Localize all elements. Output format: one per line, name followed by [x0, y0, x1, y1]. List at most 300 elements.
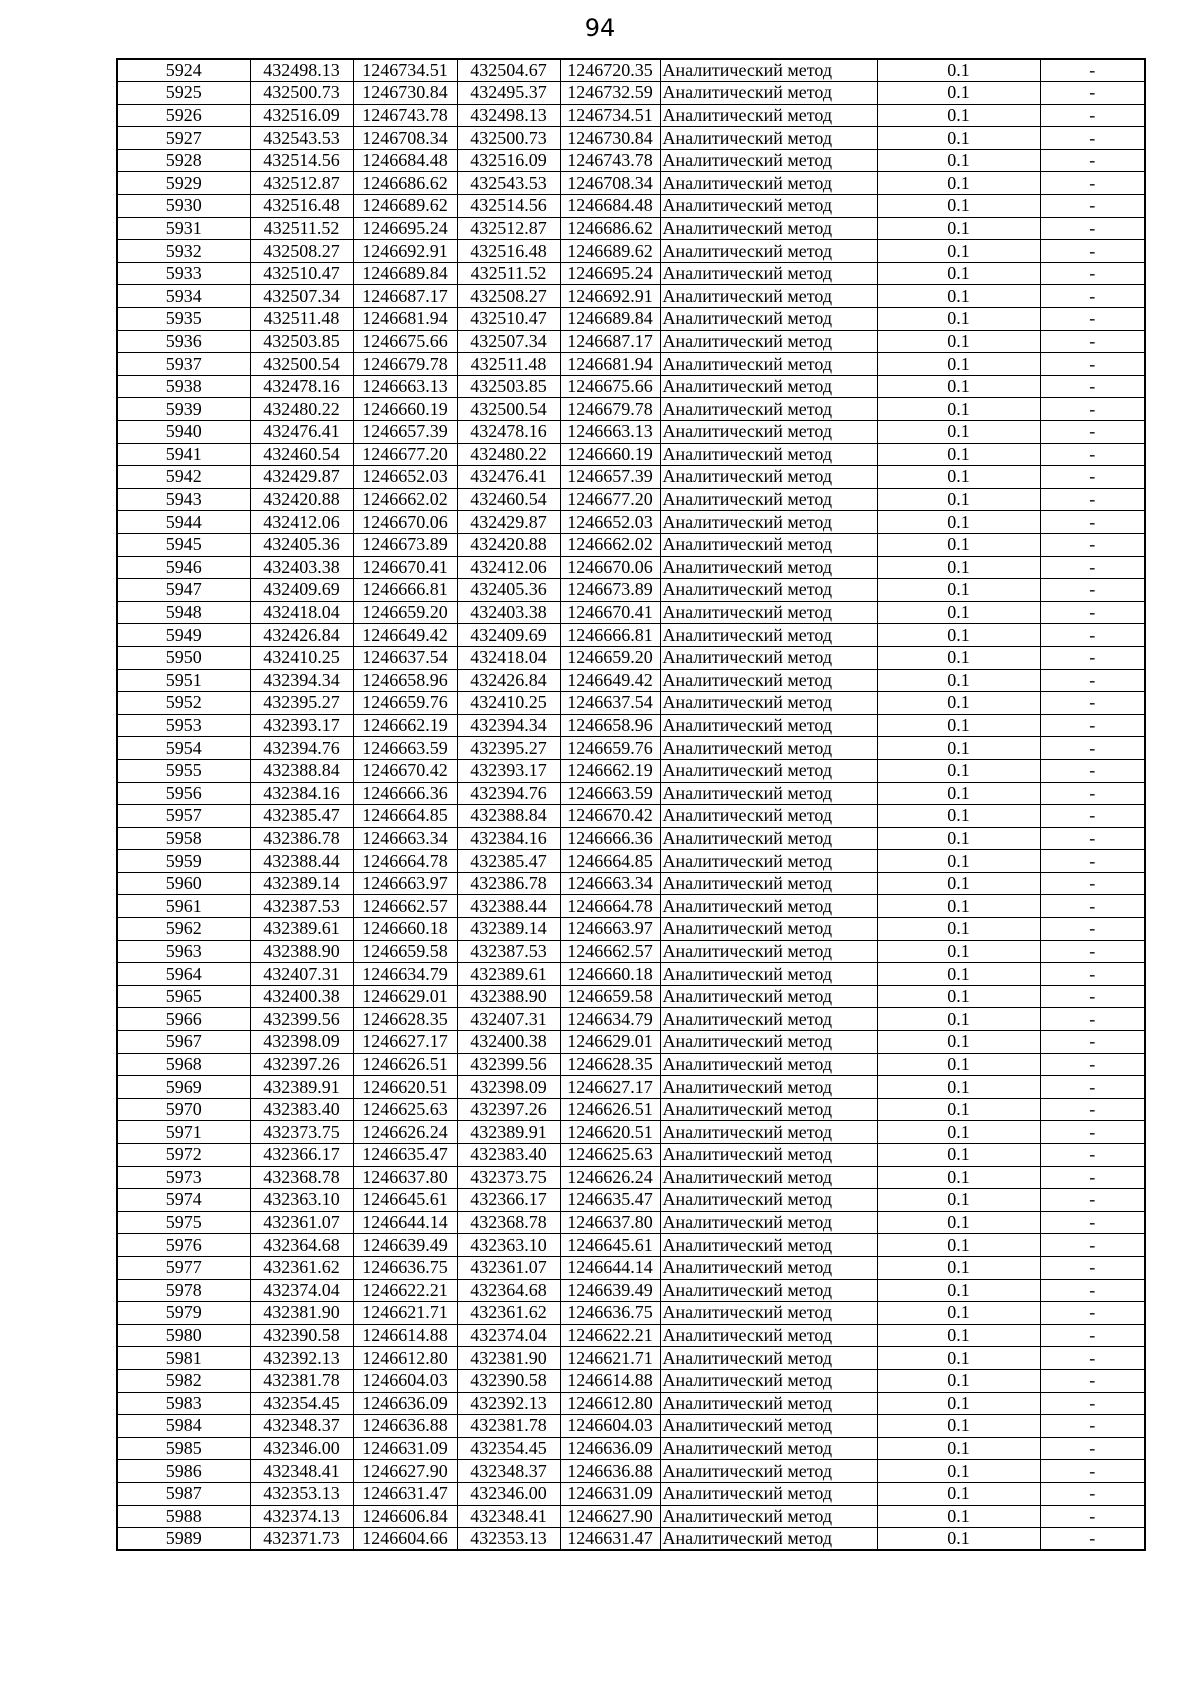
x2-cell: 432511.48 [457, 353, 560, 376]
y2-cell: 1246637.80 [560, 1211, 660, 1234]
y1-cell: 1246625.63 [353, 1098, 457, 1121]
accuracy-cell: 0.1 [877, 1324, 1040, 1347]
method-cell: Аналитический метод [660, 466, 877, 489]
accuracy-cell: 0.1 [877, 1392, 1040, 1415]
table-row [117, 624, 1145, 647]
y2-cell: 1246687.17 [560, 330, 660, 353]
note-cell: - [1040, 533, 1145, 556]
x1-cell: 432374.04 [250, 1279, 353, 1302]
table-row [117, 759, 1145, 782]
y2-cell: 1246695.24 [560, 262, 660, 285]
x1-cell: 432348.37 [250, 1415, 353, 1438]
method-cell: Аналитический метод [660, 805, 877, 828]
point-number-cell: 5982 [117, 1369, 250, 1392]
point-number-cell: 5924 [117, 59, 250, 82]
table-row [117, 1166, 1145, 1189]
x1-cell: 432478.16 [250, 375, 353, 398]
point-number-cell: 5983 [117, 1392, 250, 1415]
accuracy-cell: 0.1 [877, 1256, 1040, 1279]
y1-cell: 1246622.21 [353, 1279, 457, 1302]
table-row [117, 1076, 1145, 1099]
table-row [117, 782, 1145, 805]
point-number-cell: 5925 [117, 82, 250, 105]
point-number-cell: 5973 [117, 1166, 250, 1189]
y2-cell: 1246663.34 [560, 872, 660, 895]
note-cell: - [1040, 443, 1145, 466]
y1-cell: 1246657.39 [353, 421, 457, 444]
table-row [117, 669, 1145, 692]
method-cell: Аналитический метод [660, 1166, 877, 1189]
y1-cell: 1246612.80 [353, 1347, 457, 1370]
y1-cell: 1246730.84 [353, 82, 457, 105]
x1-cell: 432418.04 [250, 601, 353, 624]
accuracy-cell: 0.1 [877, 1505, 1040, 1528]
x1-cell: 432399.56 [250, 1008, 353, 1031]
accuracy-cell: 0.1 [877, 1482, 1040, 1505]
table-row [117, 1369, 1145, 1392]
point-number-cell: 5978 [117, 1279, 250, 1302]
method-cell: Аналитический метод [660, 104, 877, 127]
table-row [117, 1279, 1145, 1302]
point-number-cell: 5942 [117, 466, 250, 489]
x2-cell: 432409.69 [457, 624, 560, 647]
x1-cell: 432371.73 [250, 1528, 353, 1551]
y1-cell: 1246659.76 [353, 692, 457, 715]
y2-cell: 1246664.85 [560, 850, 660, 873]
x1-cell: 432500.54 [250, 353, 353, 376]
table-row [117, 82, 1145, 105]
method-cell: Аналитический метод [660, 511, 877, 534]
method-cell: Аналитический метод [660, 443, 877, 466]
accuracy-cell: 0.1 [877, 172, 1040, 195]
accuracy-cell: 0.1 [877, 195, 1040, 218]
x2-cell: 432394.76 [457, 782, 560, 805]
x1-cell: 432348.41 [250, 1460, 353, 1483]
table-body [117, 59, 1145, 1550]
accuracy-cell: 0.1 [877, 669, 1040, 692]
table-row [117, 1031, 1145, 1054]
point-number-cell: 5935 [117, 308, 250, 331]
y1-cell: 1246689.84 [353, 262, 457, 285]
y1-cell: 1246614.88 [353, 1324, 457, 1347]
y1-cell: 1246689.62 [353, 195, 457, 218]
method-cell: Аналитический метод [660, 985, 877, 1008]
x1-cell: 432511.48 [250, 308, 353, 331]
x2-cell: 432426.84 [457, 669, 560, 692]
table-row [117, 850, 1145, 873]
note-cell: - [1040, 669, 1145, 692]
method-cell: Аналитический метод [660, 375, 877, 398]
point-number-cell: 5976 [117, 1234, 250, 1257]
x2-cell: 432514.56 [457, 195, 560, 218]
x1-cell: 432364.68 [250, 1234, 353, 1257]
table-row [117, 556, 1145, 579]
table-row [117, 1234, 1145, 1257]
note-cell: - [1040, 805, 1145, 828]
table-row [117, 940, 1145, 963]
point-number-cell: 5961 [117, 895, 250, 918]
x1-cell: 432363.10 [250, 1189, 353, 1212]
y2-cell: 1246663.13 [560, 421, 660, 444]
table-row [117, 127, 1145, 150]
note-cell: - [1040, 1098, 1145, 1121]
y2-cell: 1246662.57 [560, 940, 660, 963]
x2-cell: 432388.90 [457, 985, 560, 1008]
accuracy-cell: 0.1 [877, 963, 1040, 986]
method-cell: Аналитический метод [660, 240, 877, 263]
accuracy-cell: 0.1 [877, 262, 1040, 285]
x2-cell: 432398.09 [457, 1076, 560, 1099]
x1-cell: 432388.90 [250, 940, 353, 963]
point-number-cell: 5938 [117, 375, 250, 398]
method-cell: Аналитический метод [660, 1098, 877, 1121]
table-row [117, 533, 1145, 556]
y1-cell: 1246660.19 [353, 398, 457, 421]
x2-cell: 432361.07 [457, 1256, 560, 1279]
method-cell: Аналитический метод [660, 1144, 877, 1167]
note-cell: - [1040, 579, 1145, 602]
method-cell: Аналитический метод [660, 963, 877, 986]
y2-cell: 1246675.66 [560, 375, 660, 398]
method-cell: Аналитический метод [660, 1369, 877, 1392]
table-row [117, 240, 1145, 263]
y1-cell: 1246659.58 [353, 940, 457, 963]
x1-cell: 432366.17 [250, 1144, 353, 1167]
y1-cell: 1246673.89 [353, 533, 457, 556]
accuracy-cell: 0.1 [877, 240, 1040, 263]
table-row [117, 1053, 1145, 1076]
point-number-cell: 5949 [117, 624, 250, 647]
y1-cell: 1246639.49 [353, 1234, 457, 1257]
note-cell: - [1040, 149, 1145, 172]
x1-cell: 432368.78 [250, 1166, 353, 1189]
method-cell: Аналитический метод [660, 1505, 877, 1528]
y1-cell: 1246604.03 [353, 1369, 457, 1392]
x2-cell: 432384.16 [457, 827, 560, 850]
note-cell: - [1040, 1031, 1145, 1054]
accuracy-cell: 0.1 [877, 1437, 1040, 1460]
x2-cell: 432407.31 [457, 1008, 560, 1031]
note-cell: - [1040, 940, 1145, 963]
table-row [117, 466, 1145, 489]
y2-cell: 1246743.78 [560, 149, 660, 172]
table-row [117, 172, 1145, 195]
method-cell: Аналитический метод [660, 579, 877, 602]
x2-cell: 432512.87 [457, 217, 560, 240]
x2-cell: 432368.78 [457, 1211, 560, 1234]
point-number-cell: 5929 [117, 172, 250, 195]
x2-cell: 432500.54 [457, 398, 560, 421]
table-row [117, 1528, 1145, 1551]
point-number-cell: 5930 [117, 195, 250, 218]
y1-cell: 1246626.24 [353, 1121, 457, 1144]
method-cell: Аналитический метод [660, 1211, 877, 1234]
note-cell: - [1040, 195, 1145, 218]
x2-cell: 432388.84 [457, 805, 560, 828]
note-cell: - [1040, 737, 1145, 760]
point-number-cell: 5986 [117, 1460, 250, 1483]
note-cell: - [1040, 104, 1145, 127]
y2-cell: 1246720.35 [560, 59, 660, 82]
point-number-cell: 5969 [117, 1076, 250, 1099]
x2-cell: 432418.04 [457, 646, 560, 669]
x1-cell: 432393.17 [250, 714, 353, 737]
method-cell: Аналитический метод [660, 1076, 877, 1099]
note-cell: - [1040, 1392, 1145, 1415]
point-number-cell: 5932 [117, 240, 250, 263]
y1-cell: 1246606.84 [353, 1505, 457, 1528]
point-number-cell: 5945 [117, 533, 250, 556]
point-number-cell: 5959 [117, 850, 250, 873]
y2-cell: 1246637.54 [560, 692, 660, 715]
method-cell: Аналитический метод [660, 421, 877, 444]
x2-cell: 432429.87 [457, 511, 560, 534]
accuracy-cell: 0.1 [877, 1302, 1040, 1325]
point-number-cell: 5984 [117, 1415, 250, 1438]
method-cell: Аналитический метод [660, 217, 877, 240]
point-number-cell: 5968 [117, 1053, 250, 1076]
accuracy-cell: 0.1 [877, 104, 1040, 127]
x1-cell: 432373.75 [250, 1121, 353, 1144]
point-number-cell: 5957 [117, 805, 250, 828]
method-cell: Аналитический метод [660, 669, 877, 692]
y2-cell: 1246604.03 [560, 1415, 660, 1438]
y1-cell: 1246663.13 [353, 375, 457, 398]
method-cell: Аналитический метод [660, 1234, 877, 1257]
accuracy-cell: 0.1 [877, 1144, 1040, 1167]
x1-cell: 432400.38 [250, 985, 353, 1008]
note-cell: - [1040, 692, 1145, 715]
accuracy-cell: 0.1 [877, 556, 1040, 579]
accuracy-cell: 0.1 [877, 601, 1040, 624]
note-cell: - [1040, 375, 1145, 398]
y2-cell: 1246614.88 [560, 1369, 660, 1392]
table-row [117, 1415, 1145, 1438]
x1-cell: 432389.91 [250, 1076, 353, 1099]
note-cell: - [1040, 646, 1145, 669]
table-row [117, 918, 1145, 941]
table-row [117, 1505, 1145, 1528]
note-cell: - [1040, 1279, 1145, 1302]
accuracy-cell: 0.1 [877, 1369, 1040, 1392]
point-number-cell: 5952 [117, 692, 250, 715]
y2-cell: 1246660.18 [560, 963, 660, 986]
accuracy-cell: 0.1 [877, 1347, 1040, 1370]
y2-cell: 1246659.76 [560, 737, 660, 760]
x1-cell: 432508.27 [250, 240, 353, 263]
y2-cell: 1246686.62 [560, 217, 660, 240]
y2-cell: 1246692.91 [560, 285, 660, 308]
y2-cell: 1246670.06 [560, 556, 660, 579]
y1-cell: 1246675.66 [353, 330, 457, 353]
x2-cell: 432389.14 [457, 918, 560, 941]
y1-cell: 1246663.59 [353, 737, 457, 760]
accuracy-cell: 0.1 [877, 1166, 1040, 1189]
note-cell: - [1040, 1008, 1145, 1031]
y1-cell: 1246670.06 [353, 511, 457, 534]
accuracy-cell: 0.1 [877, 1211, 1040, 1234]
y1-cell: 1246636.75 [353, 1256, 457, 1279]
x2-cell: 432389.91 [457, 1121, 560, 1144]
note-cell: - [1040, 217, 1145, 240]
note-cell: - [1040, 895, 1145, 918]
x1-cell: 432510.47 [250, 262, 353, 285]
y1-cell: 1246620.51 [353, 1076, 457, 1099]
table-row [117, 308, 1145, 331]
note-cell: - [1040, 466, 1145, 489]
accuracy-cell: 0.1 [877, 1031, 1040, 1054]
y2-cell: 1246636.75 [560, 1302, 660, 1325]
table-row [117, 149, 1145, 172]
note-cell: - [1040, 1053, 1145, 1076]
accuracy-cell: 0.1 [877, 872, 1040, 895]
method-cell: Аналитический метод [660, 262, 877, 285]
y2-cell: 1246631.47 [560, 1528, 660, 1551]
table-row [117, 805, 1145, 828]
note-cell: - [1040, 308, 1145, 331]
note-cell: - [1040, 1211, 1145, 1234]
method-cell: Аналитический метод [660, 646, 877, 669]
y2-cell: 1246621.71 [560, 1347, 660, 1370]
table-row [117, 330, 1145, 353]
accuracy-cell: 0.1 [877, 1234, 1040, 1257]
point-number-cell: 5981 [117, 1347, 250, 1370]
point-number-cell: 5928 [117, 149, 250, 172]
x2-cell: 432373.75 [457, 1166, 560, 1189]
y2-cell: 1246627.90 [560, 1505, 660, 1528]
table-row [117, 511, 1145, 534]
x1-cell: 432512.87 [250, 172, 353, 195]
y1-cell: 1246604.66 [353, 1528, 457, 1551]
y2-cell: 1246666.81 [560, 624, 660, 647]
x1-cell: 432516.09 [250, 104, 353, 127]
y2-cell: 1246631.09 [560, 1482, 660, 1505]
table-row [117, 59, 1145, 82]
accuracy-cell: 0.1 [877, 127, 1040, 150]
y1-cell: 1246663.97 [353, 872, 457, 895]
method-cell: Аналитический метод [660, 308, 877, 331]
y1-cell: 1246664.78 [353, 850, 457, 873]
x2-cell: 432405.36 [457, 579, 560, 602]
method-cell: Аналитический метод [660, 850, 877, 873]
point-number-cell: 5927 [117, 127, 250, 150]
point-number-cell: 5975 [117, 1211, 250, 1234]
x2-cell: 432381.90 [457, 1347, 560, 1370]
y2-cell: 1246627.17 [560, 1076, 660, 1099]
method-cell: Аналитический метод [660, 601, 877, 624]
accuracy-cell: 0.1 [877, 1076, 1040, 1099]
y1-cell: 1246663.34 [353, 827, 457, 850]
table-row [117, 963, 1145, 986]
accuracy-cell: 0.1 [877, 511, 1040, 534]
point-number-cell: 5970 [117, 1098, 250, 1121]
x2-cell: 432390.58 [457, 1369, 560, 1392]
point-number-cell: 5971 [117, 1121, 250, 1144]
accuracy-cell: 0.1 [877, 737, 1040, 760]
x2-cell: 432388.44 [457, 895, 560, 918]
method-cell: Аналитический метод [660, 737, 877, 760]
point-number-cell: 5943 [117, 488, 250, 511]
y1-cell: 1246692.91 [353, 240, 457, 263]
note-cell: - [1040, 1415, 1145, 1438]
method-cell: Аналитический метод [660, 398, 877, 421]
x2-cell: 432386.78 [457, 872, 560, 895]
note-cell: - [1040, 285, 1145, 308]
point-number-cell: 5946 [117, 556, 250, 579]
accuracy-cell: 0.1 [877, 443, 1040, 466]
x2-cell: 432507.34 [457, 330, 560, 353]
x1-cell: 432383.40 [250, 1098, 353, 1121]
note-cell: - [1040, 782, 1145, 805]
x2-cell: 432353.13 [457, 1528, 560, 1551]
x1-cell: 432386.78 [250, 827, 353, 850]
table-row [117, 1121, 1145, 1144]
x1-cell: 432387.53 [250, 895, 353, 918]
table-row [117, 714, 1145, 737]
note-cell: - [1040, 1482, 1145, 1505]
method-cell: Аналитический метод [660, 533, 877, 556]
point-number-cell: 5936 [117, 330, 250, 353]
x2-cell: 432354.45 [457, 1437, 560, 1460]
x1-cell: 432392.13 [250, 1347, 353, 1370]
x1-cell: 432543.53 [250, 127, 353, 150]
method-cell: Аналитический метод [660, 1347, 877, 1370]
x2-cell: 432516.09 [457, 149, 560, 172]
method-cell: Аналитический метод [660, 1392, 877, 1415]
method-cell: Аналитический метод [660, 714, 877, 737]
y2-cell: 1246636.09 [560, 1437, 660, 1460]
accuracy-cell: 0.1 [877, 1415, 1040, 1438]
note-cell: - [1040, 714, 1145, 737]
y2-cell: 1246734.51 [560, 104, 660, 127]
x1-cell: 432429.87 [250, 466, 353, 489]
method-cell: Аналитический метод [660, 1437, 877, 1460]
x2-cell: 432510.47 [457, 308, 560, 331]
point-number-cell: 5939 [117, 398, 250, 421]
note-cell: - [1040, 59, 1145, 82]
y2-cell: 1246662.02 [560, 533, 660, 556]
y1-cell: 1246662.02 [353, 488, 457, 511]
note-cell: - [1040, 1144, 1145, 1167]
y2-cell: 1246629.01 [560, 1031, 660, 1054]
table-row [117, 872, 1145, 895]
accuracy-cell: 0.1 [877, 940, 1040, 963]
table-row [117, 1460, 1145, 1483]
x2-cell: 432460.54 [457, 488, 560, 511]
x2-cell: 432385.47 [457, 850, 560, 873]
x1-cell: 432426.84 [250, 624, 353, 647]
method-cell: Аналитический метод [660, 1121, 877, 1144]
x1-cell: 432389.14 [250, 872, 353, 895]
table-row [117, 1189, 1145, 1212]
x2-cell: 432403.38 [457, 601, 560, 624]
note-cell: - [1040, 827, 1145, 850]
note-cell: - [1040, 1234, 1145, 1257]
point-number-cell: 5956 [117, 782, 250, 805]
point-number-cell: 5947 [117, 579, 250, 602]
accuracy-cell: 0.1 [877, 1279, 1040, 1302]
table-row [117, 285, 1145, 308]
point-number-cell: 5987 [117, 1482, 250, 1505]
x1-cell: 432389.61 [250, 918, 353, 941]
point-number-cell: 5972 [117, 1144, 250, 1167]
y1-cell: 1246649.42 [353, 624, 457, 647]
y2-cell: 1246684.48 [560, 195, 660, 218]
accuracy-cell: 0.1 [877, 421, 1040, 444]
note-cell: - [1040, 1437, 1145, 1460]
x2-cell: 432480.22 [457, 443, 560, 466]
point-number-cell: 5988 [117, 1505, 250, 1528]
